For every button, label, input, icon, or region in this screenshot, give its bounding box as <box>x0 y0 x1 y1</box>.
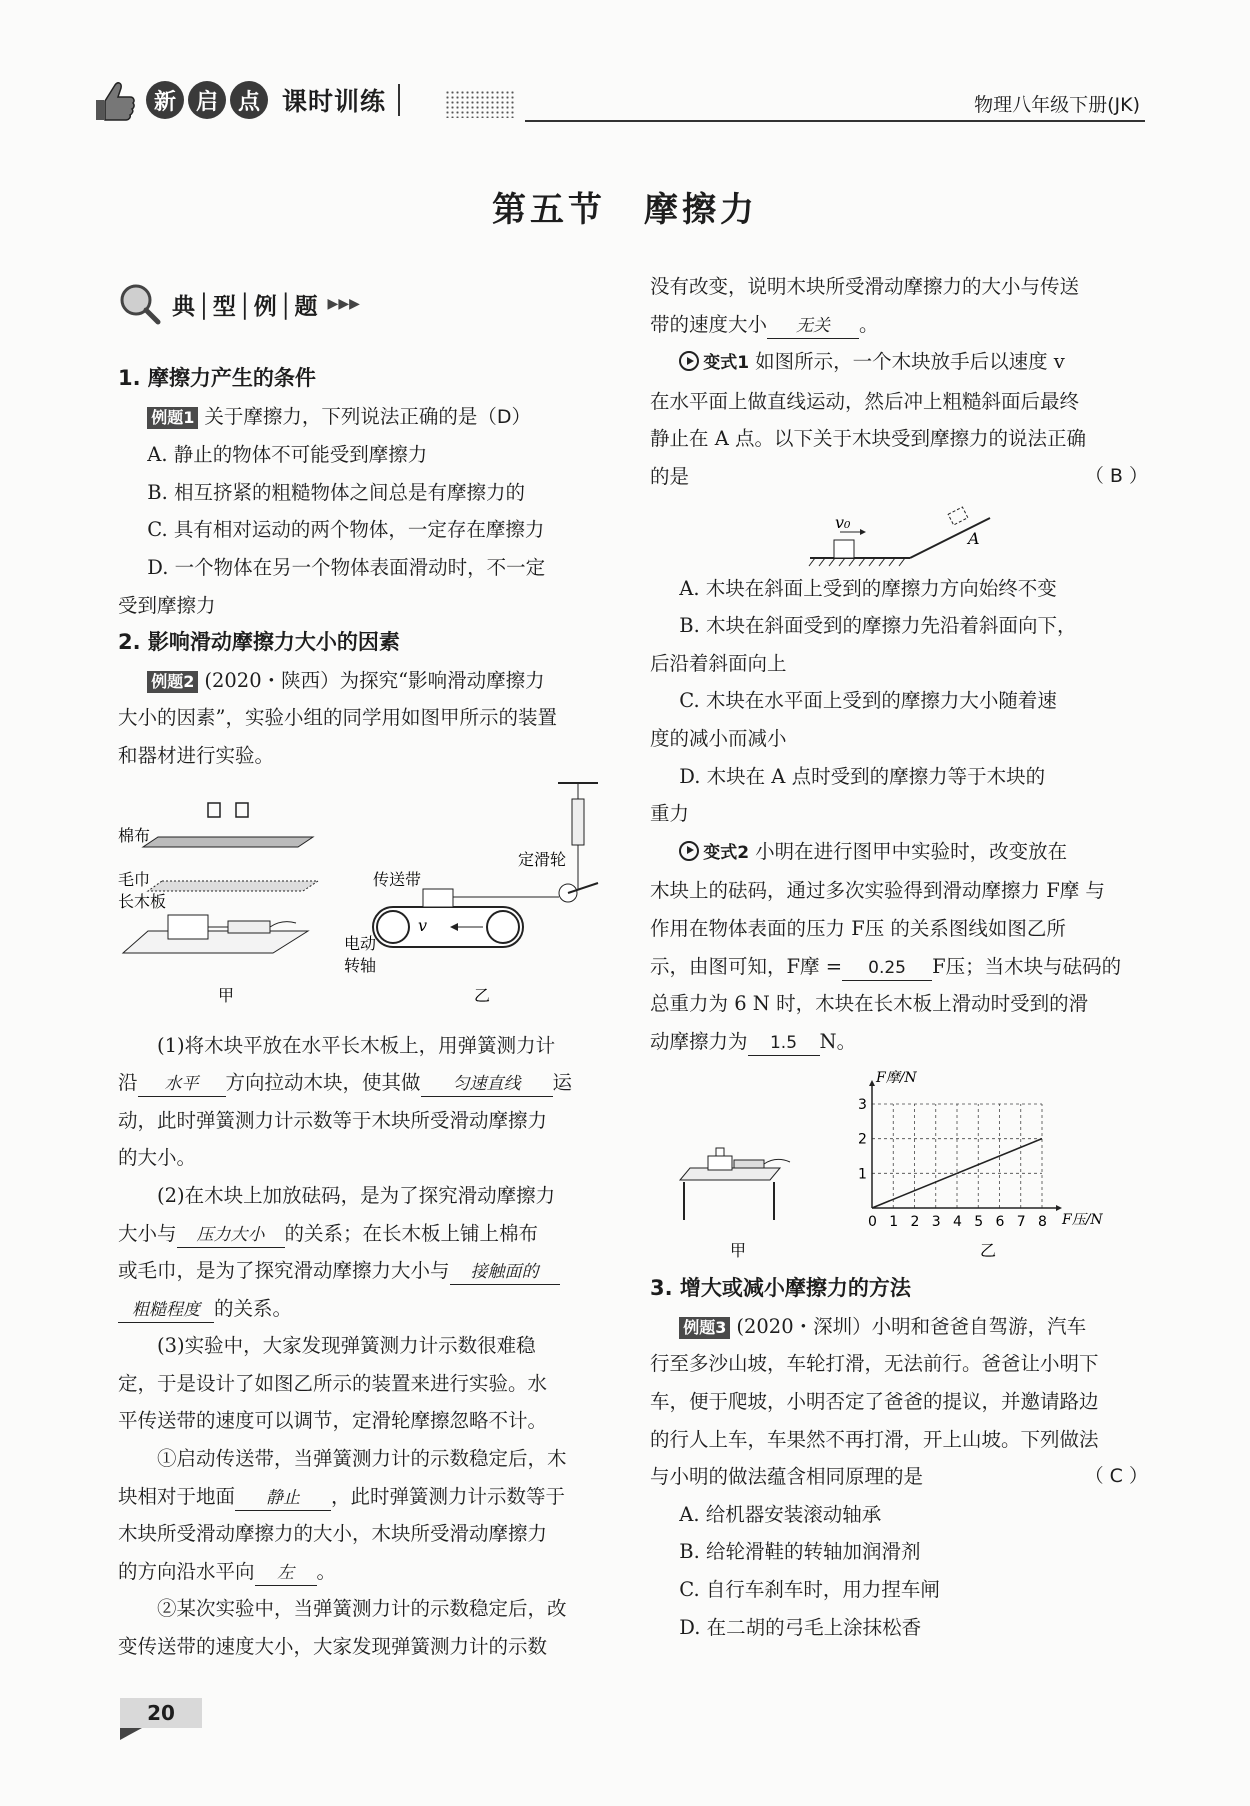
ex1-option-a: A. 静止的物体不可能受到摩擦力 <box>147 443 428 467</box>
right-column <box>650 268 1148 1646</box>
v2-l6a: 动摩擦力为 <box>650 1029 748 1053</box>
header-divider <box>398 84 400 116</box>
heading-2: 2. 影响滑动摩擦力大小的因素 <box>118 630 400 655</box>
x-tick-label: 6 <box>995 1214 1005 1231</box>
v1-answer: （ B ） <box>1084 464 1148 487</box>
label-chart-jia: 甲 <box>730 1241 747 1261</box>
v2-l6b: N。 <box>819 1029 857 1053</box>
cont-line-1: 没有改变，说明木块所受滑动摩擦力的大小与传送 <box>650 275 1080 298</box>
ex1-option-d-cont: 受到摩擦力 <box>118 593 216 617</box>
variant-1-tag: 变式1 <box>703 353 750 374</box>
ex1-option-d: D. 一个物体在另一个物体表面滑动时，不一定 <box>147 555 546 579</box>
x-tick-label: 8 <box>1038 1214 1047 1231</box>
blank-roughness-1: 接触面的 <box>450 1260 560 1285</box>
p2-l2a: 大小与 <box>118 1221 177 1245</box>
q1-l2a: 块相对于地面 <box>118 1484 236 1508</box>
q2-line-1: ②某次实验中，当弹簧测力计的示数稳定后，改 <box>157 1597 567 1621</box>
v1-option-b: B. 木块在斜面受到的摩擦力先沿着斜面向下， <box>679 614 1077 638</box>
label-a: A <box>968 528 980 548</box>
apparatus-sketch <box>680 1148 790 1220</box>
ex3-option-c: C. 自行车刹车时，用力捏车闸 <box>679 1578 940 1602</box>
blank-pressure: 压力大小 <box>177 1223 285 1248</box>
v2-l4b: F压；当木块与砝码的 <box>932 954 1122 978</box>
label-belt: 传送带 <box>373 869 422 889</box>
experiment-figure <box>118 781 618 1021</box>
blank-static: 静止 <box>235 1486 331 1511</box>
x-tick-label: 3 <box>931 1214 941 1231</box>
x-tick-label: 7 <box>1016 1214 1026 1231</box>
x-tick-label: 0 <box>868 1214 877 1231</box>
p2-l4b: 的关系。 <box>214 1296 293 1320</box>
blank-direction: 水平 <box>138 1072 226 1097</box>
header-rule <box>525 120 1145 122</box>
incline-figure <box>650 496 1148 570</box>
ex3-line-4: 的行人上车，车果然不再打滑，开上山坡。下列做法 <box>650 1427 1099 1451</box>
q1-l2b: ，此时弹簧测力计示数等于 <box>331 1484 566 1508</box>
cont-l2b: 。 <box>859 312 879 336</box>
label-v: v <box>418 915 428 935</box>
x-axis-label: F压/N <box>1062 1212 1103 1229</box>
q2-line-2: 变传送带的速度大小，大家发现弹簧测力计的示数 <box>118 1635 548 1659</box>
v2-l4a: 示，由图可知，F摩 = <box>650 954 843 978</box>
spring-scale-vertical <box>572 799 584 845</box>
v1-option-a: A. 木块在斜面上受到的摩擦力方向始终不变 <box>679 576 1057 600</box>
ex2-line-3: 和器材进行实验。 <box>118 743 275 767</box>
ex3-line-1: (2020・深圳）小明和爸爸自驾游，汽车 <box>736 1314 1087 1338</box>
p2-line-1: (2)在木块上加放砝码，是为了探究滑动摩擦力 <box>157 1183 556 1207</box>
ex3-answer: （ C ） <box>1084 1465 1148 1488</box>
x-tick-label: 2 <box>910 1214 920 1231</box>
page-title: 第五节 摩擦力 <box>492 190 758 230</box>
v1-line-4: 的是 <box>650 464 690 488</box>
heading-1: 1. 摩擦力产生的条件 <box>118 366 316 390</box>
ex1-option-b: B. 相互挤紧的粗糙物体之间总是有摩擦力的 <box>147 480 525 504</box>
wood-block <box>168 915 208 939</box>
ex1-question: 关于摩擦力，下列说法正确的是（ <box>204 404 497 428</box>
page-number: 20 <box>120 1698 202 1728</box>
q1-line-3: 木块所受滑动摩擦力的大小，木块所受滑动摩擦力 <box>118 1522 548 1546</box>
v2-line-2: 木块上的砝码，通过多次实验得到滑动摩擦力 F摩 与 <box>650 879 1105 903</box>
label-cotton: 棉布 <box>118 825 151 845</box>
blank-friction: 1.5 <box>748 1031 820 1056</box>
y-axis-arrow <box>869 1080 875 1086</box>
p1-line-3: 动，此时弹簧测力计示数等于木块所受滑动摩擦力 <box>118 1108 548 1132</box>
ex3-option-b: B. 给轮滑鞋的转轴加润滑剂 <box>679 1540 921 1564</box>
thumbs-up-icon <box>88 74 140 126</box>
x-axis-arrow <box>1056 1205 1062 1211</box>
p1-line-1: (1)将木块平放在水平长木板上，用弹簧测力计 <box>157 1033 556 1057</box>
blank-coefficient: 0.25 <box>842 956 932 981</box>
v1-line-1: 如图所示，一个木块放手后以速度 v <box>755 350 1065 374</box>
v1-option-b-cont: 后沿着斜面向上 <box>650 651 787 675</box>
p3-line-2: 定，于是设计了如图乙所示的装置来进行实验。水 <box>118 1371 548 1395</box>
heading-3: 3. 增大或减小摩擦力的方法 <box>650 1276 911 1301</box>
label-motor-1: 电动 <box>344 933 377 953</box>
logo-char-1: 新 <box>146 81 184 119</box>
wood-block-2 <box>423 889 453 907</box>
label-board: 长木板 <box>118 891 167 911</box>
label-jia: 甲 <box>218 985 235 1005</box>
ex2-line-1: (2020・陕西）为探究“影响滑动摩擦力 <box>204 668 545 692</box>
x-tick-label: 5 <box>974 1214 984 1231</box>
label-v0: v₀ <box>835 512 851 532</box>
play-icon <box>679 351 699 371</box>
blank-left: 左 <box>255 1561 317 1586</box>
v2-line-3: 作用在物体表面的压力 F压 的关系图线如图乙所 <box>650 916 1066 940</box>
v1-option-c-cont: 度的减小而减小 <box>650 726 787 750</box>
block <box>834 540 854 558</box>
chart-plot <box>858 1070 1103 1230</box>
blank-motion: 匀速直线 <box>421 1072 553 1097</box>
v2-line-5: 总重力为 6 N 时，木块在长木板上滑动时受到的滑 <box>650 992 1089 1016</box>
example-2-tag: 例题2 <box>147 671 198 693</box>
v1-line-3: 静止在 A 点。以下关于木块受到摩擦力的说法正确 <box>650 427 1086 451</box>
v1-option-d-cont: 重力 <box>650 802 690 826</box>
magnifier-icon <box>118 282 162 326</box>
ex1-answer: D <box>496 405 512 428</box>
y-tick-label: 3 <box>858 1097 867 1114</box>
logo-char-2: 启 <box>188 81 226 119</box>
spring-scale <box>228 921 270 933</box>
blank-unrelated: 无关 <box>767 314 859 339</box>
ex1-close: ） <box>511 404 532 428</box>
v1-line-2: 在水平面上做直线运动，然后冲上粗糙斜面后最终 <box>650 389 1080 413</box>
q1-line-1: ①启动传送带，当弹簧测力计的示数稳定后，木 <box>157 1447 567 1471</box>
section-banner-label: 典│型│例│题 <box>172 293 320 320</box>
p2-l3a: 或毛巾，是为了探究滑动摩擦力大小与 <box>118 1259 450 1283</box>
p1-l2b: 方向拉动木块，使其做 <box>225 1071 421 1095</box>
q1-l4b: 。 <box>316 1559 337 1583</box>
left-column <box>118 360 618 1666</box>
y-tick-label: 1 <box>858 1166 867 1183</box>
p1-l2a: 沿 <box>118 1071 138 1095</box>
header-dots <box>445 90 515 118</box>
ex3-option-a: A. 给机器安装滚动轴承 <box>679 1502 882 1526</box>
book-title: 物理八年级下册(JK) <box>974 94 1140 116</box>
blank-roughness-2: 粗糙程度 <box>118 1298 214 1323</box>
label-pulley: 定滑轮 <box>518 849 567 869</box>
ex3-line-2: 行至多沙山坡，车轮打滑，无法前行。爸爸让小明下 <box>650 1352 1099 1376</box>
weight-icon <box>236 803 248 817</box>
p1-l2c: 运 <box>552 1071 573 1095</box>
q1-l4a: 的方向沿水平向 <box>118 1559 255 1583</box>
p1-line-4: 的大小。 <box>118 1146 197 1170</box>
ex3-line-3: 车，便于爬坡，小明否定了爸爸的提议，并邀请路边 <box>650 1390 1099 1414</box>
logo-char-3: 点 <box>230 81 268 119</box>
p3-line-1: (3)实验中，大家发现弹簧测力计示数很难稳 <box>157 1334 536 1358</box>
example-3-tag: 例题3 <box>679 1317 730 1339</box>
cotton-cloth <box>143 837 313 847</box>
ex1-option-c: C. 具有相对运动的两个物体，一定存在摩擦力 <box>147 518 545 542</box>
p3-line-3: 平传送带的速度可以调节，定滑轮摩擦忽略不计。 <box>118 1409 548 1433</box>
x-tick-label: 4 <box>953 1214 962 1231</box>
play-icon <box>679 841 699 861</box>
label-towel: 毛巾 <box>118 869 151 889</box>
v1-option-c: C. 木块在水平面上受到的摩擦力大小随着速 <box>679 689 1057 713</box>
y-axis-label: F摩/N <box>876 1070 917 1087</box>
ex3-line-5: 与小明的做法蕴含相同原理的是 <box>650 1465 924 1489</box>
example-1-tag: 例题1 <box>147 407 198 429</box>
variant-2-tag: 变式2 <box>703 842 750 863</box>
towel <box>148 881 318 891</box>
x-tick-label: 1 <box>889 1214 899 1231</box>
y-tick-label: 2 <box>858 1131 867 1148</box>
section-banner <box>118 282 360 326</box>
page-corner <box>120 1728 142 1740</box>
v1-option-d: D. 木块在 A 点时受到的摩擦力等于木块的 <box>679 764 1046 788</box>
ex3-option-d: D. 在二胡的弓毛上涂抹松香 <box>679 1615 922 1639</box>
v2-line-1: 小明在进行图甲中实验时，改变放在 <box>755 839 1068 863</box>
header-logo <box>88 70 400 130</box>
arrow-triangles-icon: ▶▶▶ <box>327 296 360 312</box>
label-chart-yi: 乙 <box>980 1241 997 1261</box>
friction-chart-figure <box>650 1060 1148 1270</box>
label-motor-2: 转轴 <box>344 955 377 975</box>
label-yi: 乙 <box>474 985 491 1005</box>
long-board <box>123 931 308 953</box>
cont-l2a: 带的速度大小 <box>650 312 768 336</box>
weight-icon <box>208 803 220 817</box>
ex2-line-2: 大小的因素”，实验小组的同学用如图甲所示的装置 <box>118 706 557 730</box>
p2-l2b: 的关系；在长木板上铺上棉布 <box>284 1221 539 1245</box>
series-title: 课时训练 <box>282 87 387 116</box>
